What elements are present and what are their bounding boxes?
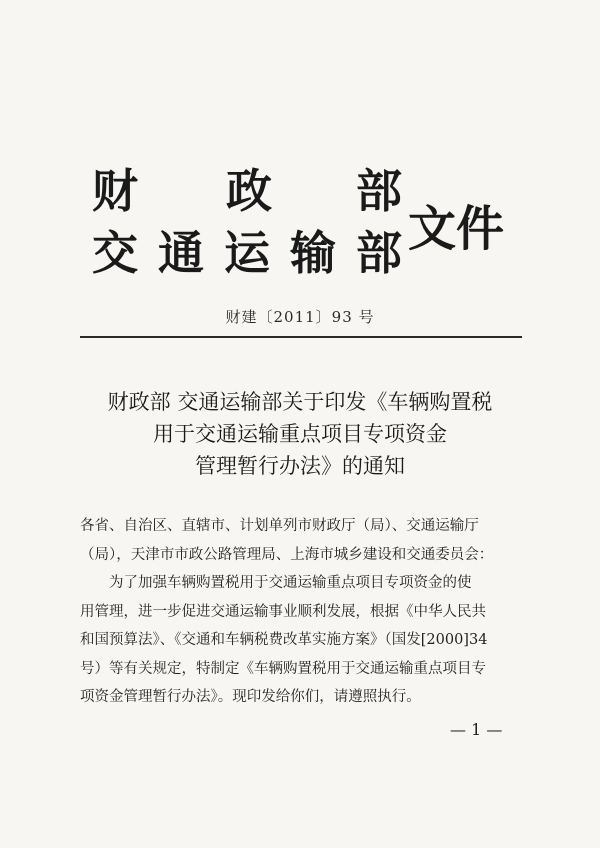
body-line: 各省、自治区、直辖市、计划单列市财政厅（局）、交通运输厅 bbox=[80, 518, 479, 534]
body-line: 用管理，进一步促进交通运输事业顺利发展，根据《中华人民共 bbox=[80, 603, 486, 620]
document-number: 财建〔2011〕93 号 bbox=[225, 308, 375, 326]
body-line: 和国预算法》、《交通和车辆税费改革实施方案》（国发[2000]34 bbox=[80, 632, 488, 648]
document-body bbox=[80, 512, 525, 712]
issuer-char: 政 bbox=[226, 164, 272, 218]
header-divider bbox=[80, 336, 522, 338]
issuer-char: 输 bbox=[290, 226, 336, 280]
body-line: 号）等有关规定，特制定《车辆购置税用于交通运输重点项目专 bbox=[80, 660, 486, 677]
issuer-char: 部 bbox=[356, 226, 402, 280]
issuer-char: 财 bbox=[92, 164, 138, 218]
title-line: 财政部 交通运输部关于印发《车辆购置税 bbox=[107, 390, 493, 414]
issuer-char: 交 bbox=[92, 226, 138, 280]
issuer-char: 部 bbox=[356, 164, 402, 218]
issuer-char: 运 bbox=[224, 226, 270, 280]
body-line: 项资金管理暂行办法》。现印发给你们，请遵照执行。 bbox=[80, 689, 421, 705]
document-title bbox=[70, 386, 530, 482]
body-line: （局），天津市市政公路管理局、上海市城乡建设和交通委员会： bbox=[80, 546, 494, 563]
title-line: 管理暂行办法》的通知 bbox=[195, 454, 405, 478]
document-suffix: 文件 bbox=[408, 201, 505, 257]
page-number: — 1 — bbox=[450, 720, 503, 739]
title-line: 用于交通运输重点项目专项资金 bbox=[153, 422, 447, 446]
issuer-char: 通 bbox=[158, 226, 204, 280]
body-line: 为了加强车辆购置税用于交通运输重点项目专项资金的使 bbox=[109, 575, 472, 591]
